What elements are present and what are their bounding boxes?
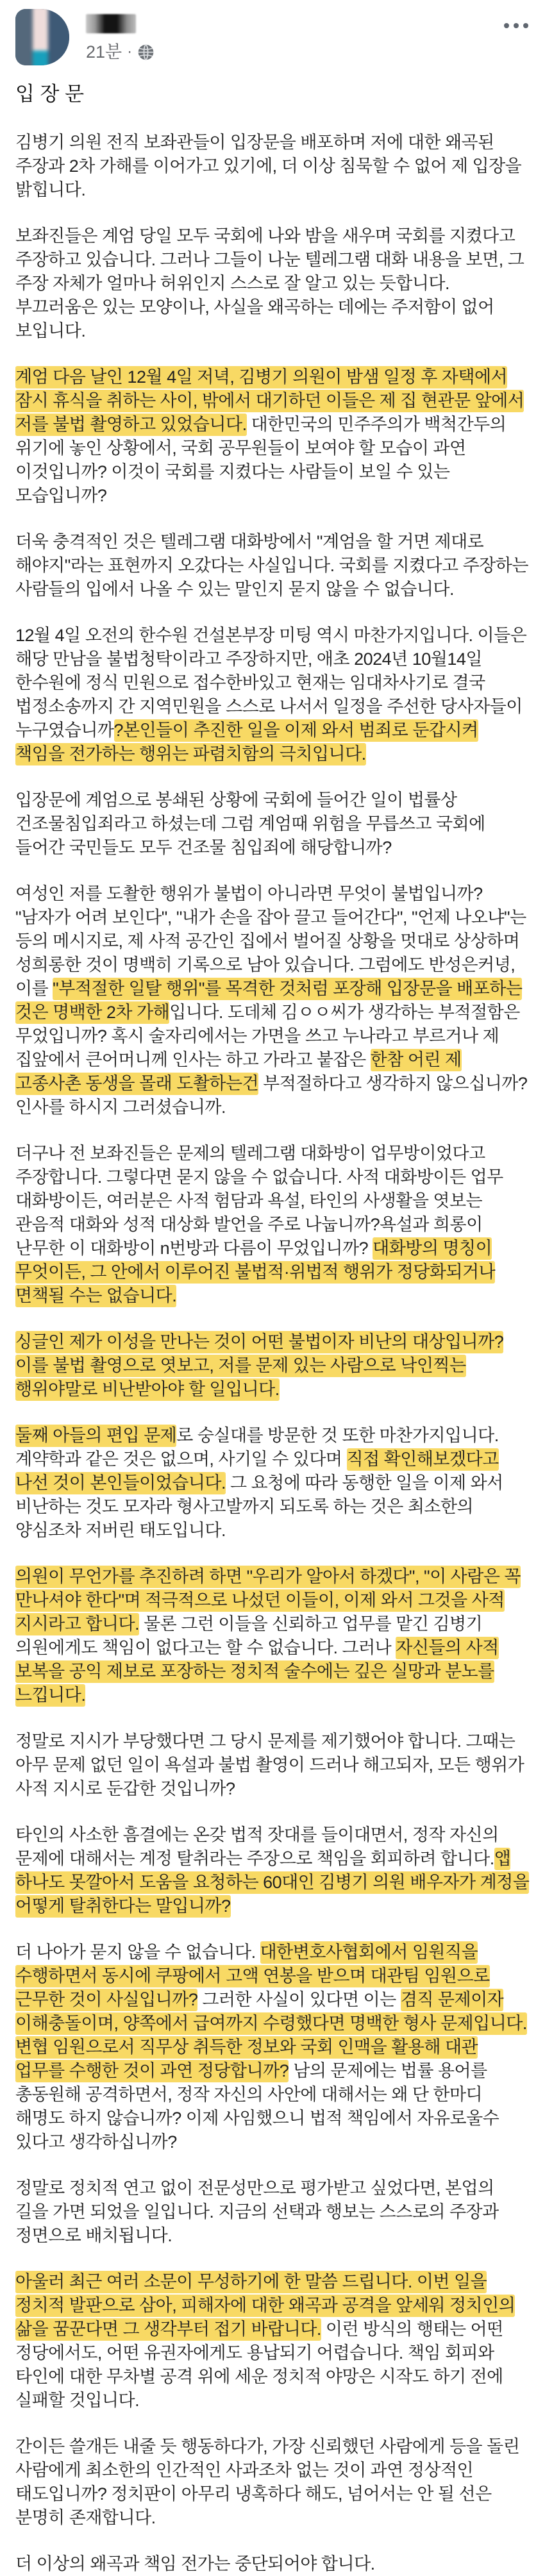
text-segment: 간이든 쓸개든 내줄 듯 행동하다가, 가장 신뢰했던 사람에게 등을 돌린 사람에게 최소한의 인간적인 사과조차 없는 것이 과연 정상적인 태도입니까? 정치판이 아무리 냉혹하다 해도, 넘어서는 안 될 선은 분명히 존재합니다. — [15, 2437, 520, 2527]
post-paragraph — [15, 2552, 530, 2576]
post-paragraph — [15, 1424, 530, 1543]
highlighted-text: 자신들의 사적 보복을 공익 제보로 포장하는 정치적 술수에는 깊은 실망과 분노를 느낍니다. — [15, 1638, 499, 1705]
text-segment: 이런 방식의 행태는 어떤 정당에서도, 어떤 유권자에게도 용납되기 어렵습니다. 책임 회피와 타인에 대한 무차별 공격 위에 세운 정치적 야망은 시작도 하기 전에 실패할 것입니다. — [15, 2320, 503, 2410]
text-segment: 정말로 정치적 연고 없이 전문성만으로 평가받고 싶었다면, 본업의 길을 가면 되었을 일입니다. 지금의 선택과 행보는 스스로의 주장과 정면으로 배치됩니다. — [15, 2179, 499, 2245]
text-segment: 그러한 사실이 있다면 이는 — [197, 1990, 401, 2009]
text-segment: 더구나 전 보좌진들은 문제의 텔레그램 대화방이 업무방이었다고 주장합니다. 그렇다면 묻지 않을 수 없습니다. 사적 대화방이든 업무 대화방이든, 여러분은 사적 험담과 욕설, 타인의 사생활을 엿보는 관음적 대화와 성적 대상화 발언을 주로 나눕니까?욕설과 희롱이 난무한 이 대화방이 n번방과 다름이 무었입니까? — [15, 1144, 503, 1258]
post-paragraph — [15, 224, 530, 343]
meta-separator: · — [127, 43, 133, 60]
text-segment: 정말로 지시가 부당했다면 그 당시 문제를 제기했어야 합니다. 그때는 아무 문제 없던 일이 욕설과 불법 촬영이 드러나 해고되자, 모든 행위가 사적 지시로 둔갑한 것입니까? — [15, 1732, 524, 1798]
text-segment: 입니다. 도데체 김ㅇㅇ씨가 생각하는 부적절함은 무었입니까? 혹시 술자리에서는 가면을 쓰고 누나라고 부르거나 제 집앞에서 큰어머니께 인사는 하고 가라고 붙잡은 — [15, 1003, 520, 1069]
text-segment: 더 이상의 왜곡과 책임 전가는 중단되어야 합니다. — [15, 2554, 375, 2573]
post-paragraph — [15, 789, 530, 860]
post-paragraph — [15, 1330, 530, 1401]
post-body — [15, 131, 530, 2576]
post-timestamp[interactable]: 21분 — [86, 42, 122, 62]
text-segment: 부적절하다고 생각하지 않으십니까? 인사를 하시지 그러셨습니까. — [15, 1074, 528, 1117]
text-segment: 입장문에 계엄으로 봉쇄된 상황에 국회에 들어간 일이 법률상 건조물침입죄라고 하셨는데 그럼 계엄때 위험을 무릅쓰고 국회에 들어간 국민들도 모두 건조물 침입죄에 해당합니까? — [15, 790, 485, 857]
avatar[interactable] — [15, 9, 69, 65]
highlighted-text: 의원이 무언가를 추진하려 하면 "우리가 알아서 하겠다", "이 사람은 꼭 만나셔야 한다"며 적극적으로 나섰던 이들이, 이제 와서 그것을 사적 지시라고 합니다. — [15, 1567, 521, 1634]
text-segment: 대한민국의 민주주의가 백척간두의 위기에 놓인 상황에서, 국회 공무원들이 보여야 할 모습이 과연 이것입니까? 이것이 국회를 지켰다는 사람들이 보일 수 있는 모습입니까? — [15, 415, 507, 505]
highlighted-text: 싱글인 제가 이성을 만나는 것이 어떤 불법이자 비난의 대상입니까? 이를 불법 촬영으로 엿보고, 저를 문제 있는 사람으로 낙인찍는 행위야말로 비난받아야 할 일입니다. — [15, 1332, 504, 1399]
author-name-redacted[interactable] — [86, 14, 136, 33]
text-segment: 보좌진들은 계엄 당일 모두 국회에 나와 밤을 새우며 국회를 지켰다고 주장하고 있습니다. 그러나 그들이 나눈 텔레그램 대화 내용을 보면, 그 주장 자체가 얼마나 허위인지 스스로 잘 알고 있는 듯합니다. 부끄러움은 있는 모양이나, 사실을 왜곡하는 데에는 주저함이 없어 보입니다. — [15, 226, 524, 340]
text-segment: 남의 문제에는 법률 용어를 총동원해 공격하면서, 정작 자신의 사안에 대해서는 왜 단 한마디 해명도 하지 않습니까? 이제 사임했으니 법적 책임에서 자유로울수 있다고 생각하십니까? — [15, 2061, 499, 2152]
text-segment: 타인의 사소한 흠결에는 온갖 법적 잣대를 들이대면서, 정작 자신의 문제에 대해서는 계정 탈취라는 주장으로 책임을 회피하려 합니다. — [15, 1825, 499, 1868]
post-paragraph — [15, 882, 530, 1119]
post-paragraph — [15, 1730, 530, 1801]
post-paragraph — [15, 1823, 530, 1918]
highlighted-text: 둘째 아들의 편입 문제 — [15, 1426, 177, 1445]
post-meta-row — [86, 42, 155, 62]
text-segment: 더 나아가 묻지 않을 수 없습니다. — [15, 1943, 260, 1962]
highlighted-text: 아울러 최근 여러 소문이 무성하기에 한 말씀 드립니다. 이번 일을 정치적 발판으로 삼아, 피해자에 대한 왜곡과 공격을 앞세워 정치인의 삶을 꿈꾼다면 그 생각부터 접기 바랍니다. — [15, 2272, 516, 2339]
highlighted-text: ?본인들이 추진한 일을 이제 와서 범죄로 둔갑시켜 책임을 전가하는 행위는 파렴치함의 극치입니다. — [15, 721, 478, 764]
post-paragraph — [15, 624, 530, 766]
highlighted-text: 겸직 문제이자 이해충돌이며, 양쪽에서 급여까지 수령했다면 명백한 형사 문제입니다. 변협 임원으로서 직무상 취득한 정보와 국회 인맥을 활용해 대관 업무를 수행한 것이 과연 정당합니까? — [15, 1990, 527, 2080]
avatar-image — [15, 9, 69, 65]
post-paragraph — [15, 530, 530, 601]
text-segment: 김병기 의원 전직 보좌관들이 입장문을 배포하며 저에 대한 왜곡된 주장과 2차 가해를 이어가고 있기에, 더 이상 침묵할 수 없어 제 입장을 밝힙니다. — [15, 133, 522, 199]
highlighted-text: 한참 어린 제 고종사촌 동생을 몰래 도촬하는건 — [15, 1050, 462, 1093]
post-title: 입 장 문 — [15, 83, 85, 105]
text-segment: 로 숭실대를 방문한 것 또한 마찬가지입니다. 계약학과 같은 것은 없으며, 사기일 수 있다며 — [15, 1426, 499, 1469]
text-segment: 그 요청에 따라 동행한 일을 이제 와서 비난하는 것도 모자라 형사고발까지 되도록 하는 것은 최소한의 양심조차 저버린 태도입니다. — [15, 1473, 503, 1540]
highlighted-text: "부적절한 일탈 행위"를 목격한 것처럼 포장해 입장문을 배포하는 것은 명백한 2차 가해 — [15, 979, 523, 1022]
author-meta — [86, 9, 155, 62]
highlighted-text: 대화방의 명칭이 무엇이든, 그 안에서 이루어진 불법적·위법적 행위가 정당화되거나 면책될 수는 없습니다. — [15, 1239, 496, 1305]
post-options-icon[interactable] — [504, 23, 528, 28]
post-paragraph — [15, 131, 530, 202]
post-paragraph — [15, 2435, 530, 2530]
post-paragraph — [15, 2177, 530, 2248]
post-paragraph — [15, 1142, 530, 1308]
highlighted-text: 앱 하나도 못깔아서 도움을 요청하는 60대인 김병기 의원 배우자가 계정을 어떻게 탈취한다는 말입니까? — [15, 1849, 530, 1916]
post-paragraph — [15, 1941, 530, 2154]
text-segment: 더욱 충격적인 것은 텔레그램 대화방에서 "계엄을 할 거면 제대로 해야지"라는 표현까지 오갔다는 사실입니다. 국회를 지켰다고 주장하는 사람들의 입에서 나올 수 있는 말인지 묻지 않을 수 없습니다. — [15, 532, 528, 599]
highlighted-text: 계엄 다음 날인 12월 4일 저녁, 김병기 의원이 밤샘 일정 후 자택에서 잠시 휴식을 취하는 사이, 밖에서 대기하던 이들은 제 집 현관문 앞에서 저를 불법 촬영하고 있었습니다. — [15, 367, 524, 434]
highlighted-text: 직접 확인해보겠다고 나선 것이 본인들이었습니다. — [15, 1450, 499, 1493]
highlighted-text: 대한변호사협회에서 임원직을 수행하면서 동시에 쿠팡에서 고액 연봉을 받으며 대관팀 임원으로 근무한 것이 사실입니까? — [15, 1943, 490, 2009]
text-segment: 여성인 저를 도촬한 행위가 불법이 아니라면 무엇이 불법입니까? "남자가 어려 보인다", "내가 손을 잡아 끌고 들어간다", "언제 나오냐"는 등의 메시지로, 제 사적 공간인 집에서 벌어질 상황을 멋대로 상상하며 성희롱한 것이 명백히 기록으로 남아 있습니다. 그럼에도 반성은커녕, 이를 — [15, 884, 526, 998]
text-segment: 물론 그런 이들을 신뢰하고 업무를 맡긴 김병기 의원에게도 책임이 없다고는 할 수 없습니다. 그러나 — [15, 1614, 483, 1657]
post-header — [15, 9, 530, 65]
post-paragraph — [15, 2270, 530, 2413]
post-paragraph — [15, 365, 530, 508]
post-paragraph — [15, 1565, 530, 1707]
globe-icon — [137, 44, 155, 61]
text-segment: 12월 4일 오전의 한수원 건설본부장 미팅 역시 마찬가지입니다. 이들은 해당 만남을 불법청탁이라고 주장하지만, 애초 2024년 10월14일 한수원에 정식 민원으로 접수한바있고 현재는 임대차사기로 결국 법정소송까지 간 지역민원을 스스로 나서서 일정을 주선한 당사자들이 누구였습니까 — [15, 626, 527, 740]
